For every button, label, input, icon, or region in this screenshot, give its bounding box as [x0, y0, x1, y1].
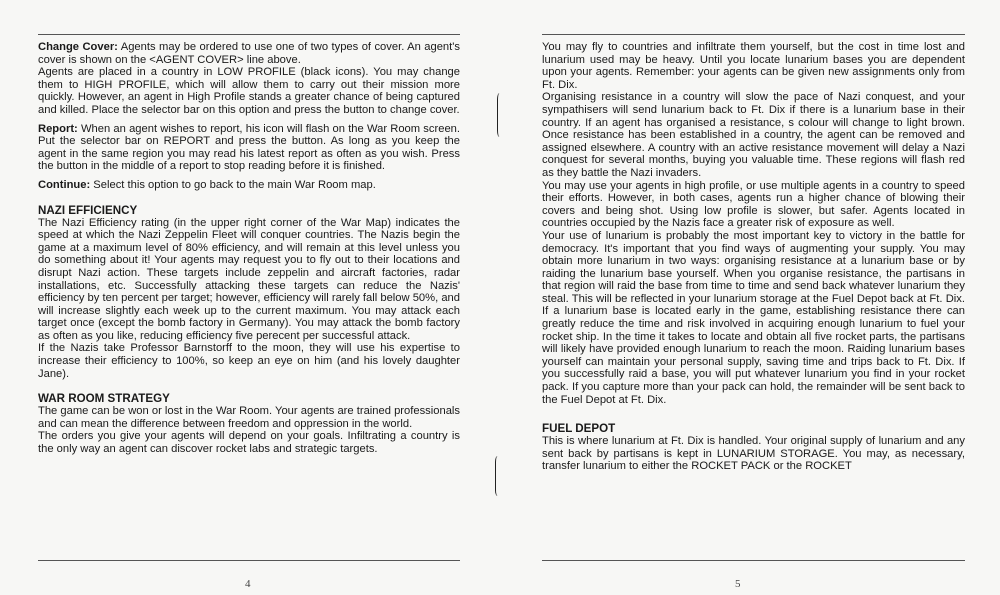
nazi-efficiency-heading: NAZI EFFICIENCY	[38, 203, 138, 217]
top-rule	[542, 34, 965, 35]
profile-paragraph: Agents are placed in a country in LOW PROFILE (black icons). You may change them to HIGH PROFILE, which will allow them to carry out their mission more quickly. However, an agent in High Profile stands a greater chance of being captured and killed. Place the selector bar on this option and press the button to change cover.	[38, 66, 460, 116]
top-rule	[38, 34, 460, 35]
page-number: 4	[245, 578, 251, 590]
war-room-paragraph-1: The game can be won or lost in the War Room. Your agents are trained professionals and can mean the difference between freedom and oppression in the world.	[38, 405, 460, 430]
bottom-rule	[542, 560, 965, 561]
continue-paragraph	[38, 179, 460, 192]
report-paragraph	[38, 123, 460, 173]
term-continue: Continue:	[38, 178, 91, 191]
change-cover-text: Agents may be ordered to use one of two types of cover. An agent's cover is shown on the <AGENT COVER> line above.	[38, 41, 460, 66]
page-number: 5	[735, 578, 741, 590]
war-room-paragraph-2: The orders you give your agents will depend on your goals. Infiltrating a country is the only way an agent can discover rocket labs and strategic targets.	[38, 430, 460, 456]
right-page-text	[542, 41, 965, 473]
term-change-cover: Change Cover:	[38, 41, 118, 53]
infiltrate-paragraph: You may fly to countries and infiltrate them yourself, but the cost in time lost and lunarium used may be heavy. Until you locate lunarium bases you are dependent upon your agents. Remember: your agents can be given new assignments only from Ft. Dix.	[542, 41, 965, 91]
lunarium-paragraph: Your use of lunarium is probably the most important key to victory in the battle for democracy. It's important that you find ways of augmenting your supply. You may obtain more lunarium in two ways: organising resistance at a lunarium base or by raiding the lunarium base yourself. When you organise resistance, the partisans in that region will raid the base from time to time and send back whatever lunarium they steal. This will be reflected in your lunarium storage at the Fuel Depot back at Ft. Dix. If a lunarium base is located early in the game, establishing resistance there can greatly reduce the time and risk involved in acquiring enough lunarium to fuel your rocket ship. In the time it takes to locate and obtain all five rocket parts, the partisans will likely have provided enough lunarium to reach the moon. Raiding lunarium bases yourself can maintain your personal supply, saving time and trips back to Ft. Dix. If you successfully raid a base, you will put whatever lunarium you find in your rocket pack. If you capture more than your pack can hold, the remainder will be sent back to the Fuel Depot at Ft. Dix.	[542, 229, 965, 406]
nazi-efficiency-paragraph-1: The Nazi Efficiency rating (in the upper right corner of the War Map) indicates the speed at which the Nazi Zeppelin Fleet will conquer countries. The Nazis begin the game at a maximum level of 80% efficiency, and will remain at this level unless you do something about it! Your agents may request you to fly out to their locations and disrupt Nazi action. These targets include zeppelin and aircraft factories, radar installations, etc. Successfully attacking these targets can reduce the Nazis' efficiency by ten percent per target; however, efficiency will rarely fall below 50%, and will increase slightly each week up to the current maximum. You may attack each target once (except the bomb factory in Germany). You may attack the bomb factory as often as you like, reducing efficiency five perecent per successful attack.	[38, 216, 460, 342]
right-page	[500, 0, 1000, 595]
change-cover-paragraph	[38, 41, 460, 66]
term-report: Report:	[38, 122, 78, 135]
war-room-strategy-heading: WAR ROOM STRATEGY	[38, 392, 170, 406]
report-text: When an agent wishes to report, his icon will flash on the War Room screen. Put the selector bar on REPORT and press the button. As long as you keep the agent in the same region you may read his latest report as often as you wish. Press the button in the middle of a report to stop reading before it is finished.	[38, 122, 460, 173]
left-page-text	[38, 41, 460, 456]
bottom-rule	[38, 560, 460, 561]
fuel-depot-paragraph: This is where lunarium at Ft. Dix is handled. Your original supply of lunarium and any sent back by partisans is kept in LUNARIUM STORAGE. You may, as necessary, transfer lunarium to either the ROCKET PACK or the ROCKET	[542, 435, 965, 473]
profile-strategy-paragraph: You may use your agents in high profile, or use multiple agents in a country to speed their efforts. However, in both cases, agents run a higher chance of blowing their covers and being shot. Using low profile is slower, but safer. Agents located in countries occupied by the Nazis face a greater risk of exposure as well.	[542, 179, 965, 230]
fuel-depot-heading: FUEL DEPOT	[542, 422, 616, 436]
resistance-paragraph: Organising resistance in a country will slow the pace of Nazi conquest, and your sympathisers will send lunarium back to Ft. Dix if there is a lunarium base in their country. If an agent has organised a resistance, s colour will change to light brown. Once resistance has been established in a country, the agent can be removed and assigned elsewhere. A country with an active resistance movement will delay a Nazi conquest for several months, buying you valuable time. These regions will flash red as they battle the Nazi invaders.	[542, 91, 965, 179]
continue-text: Select this option to go back to the main War Room map.	[90, 178, 376, 191]
nazi-efficiency-paragraph-2: If the Nazis take Professor Barnstorff to the moon, they will use his expertise to increase their efficiency to 100%, so keep an eye on him (and his lovely daughter Jane).	[38, 342, 460, 380]
